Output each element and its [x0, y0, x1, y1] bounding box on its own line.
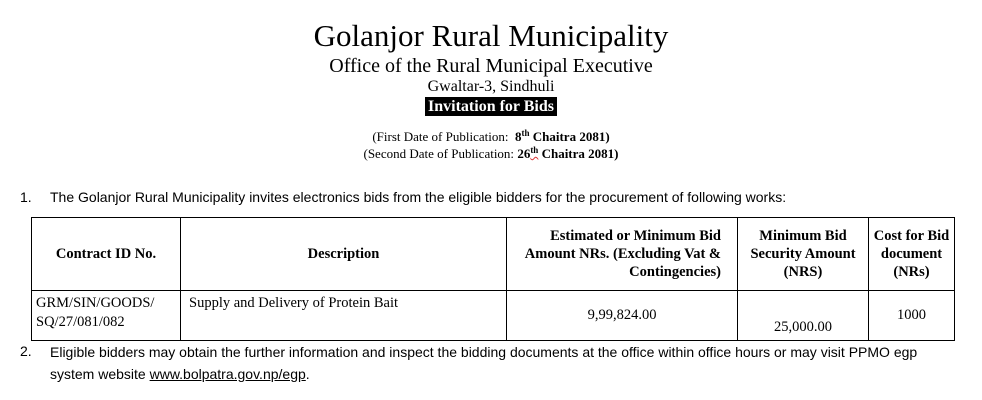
bid-table	[31, 217, 955, 341]
first-publication-day: 8	[514, 129, 522, 144]
cell-cost-document: 1000	[869, 291, 955, 341]
notice-title: Invitation for Bids	[425, 97, 557, 116]
header-cost-document: Cost for Bid document (NRs)	[869, 218, 955, 291]
notice-title-wrap	[0, 97, 982, 116]
cell-bid-security: 25,000.00	[738, 291, 869, 341]
paragraph-1-number: 1.	[20, 189, 32, 205]
header-description: Description	[181, 218, 507, 291]
second-publication-month: Chaitra 2081)	[541, 146, 619, 161]
second-publication-label: (Second Date of Publication:	[363, 146, 515, 161]
table-row	[32, 291, 955, 341]
paragraph-2-text: Eligible bidders may obtain the further information and inspect the bidding documents at the office within office hours or may visit PPMO egp system website	[50, 344, 918, 382]
cell-estimated-amount: 9,99,824.00	[507, 291, 738, 341]
office-address: Gwaltar-3, Sindhuli	[427, 78, 555, 95]
first-publication-suffix: th	[521, 128, 530, 138]
paragraph-1-text: The Golanjor Rural Municipality invites electronics bids from the eligible bidders for the procurement of following works:	[50, 189, 787, 205]
paragraph-2-end: .	[305, 366, 310, 382]
header-estimated-amount: Estimated or Minimum Bid Amount NRs. (Excluding Vat & Contingencies)	[507, 218, 738, 291]
header-contract-id: Contract ID No.	[32, 218, 181, 291]
office-subtitle: Office of the Rural Municipal Executive	[329, 55, 653, 77]
second-publication-date	[0, 145, 982, 162]
header-bid-security: Minimum Bid Security Amount (NRS)	[738, 218, 869, 291]
org-title: Golanjor Rural Municipality	[313, 18, 669, 53]
paragraph-2-number: 2.	[20, 343, 32, 359]
second-publication-suffix: th	[530, 145, 539, 155]
first-publication-label: (First Date of Publication:	[372, 129, 509, 144]
first-publication-month: Chaitra 2081)	[532, 129, 610, 144]
first-publication-date	[0, 128, 982, 145]
second-publication-day: 26	[517, 146, 531, 161]
cell-description: Supply and Delivery of Protein Bait	[181, 291, 507, 341]
cell-contract-id: GRM/SIN/GOODS/ SQ/27/081/082	[32, 291, 181, 341]
egp-website-link[interactable]: www.bolpatra.gov.np/egp	[149, 366, 306, 382]
table-header-row	[32, 218, 955, 291]
paragraph-2-body	[50, 341, 965, 385]
